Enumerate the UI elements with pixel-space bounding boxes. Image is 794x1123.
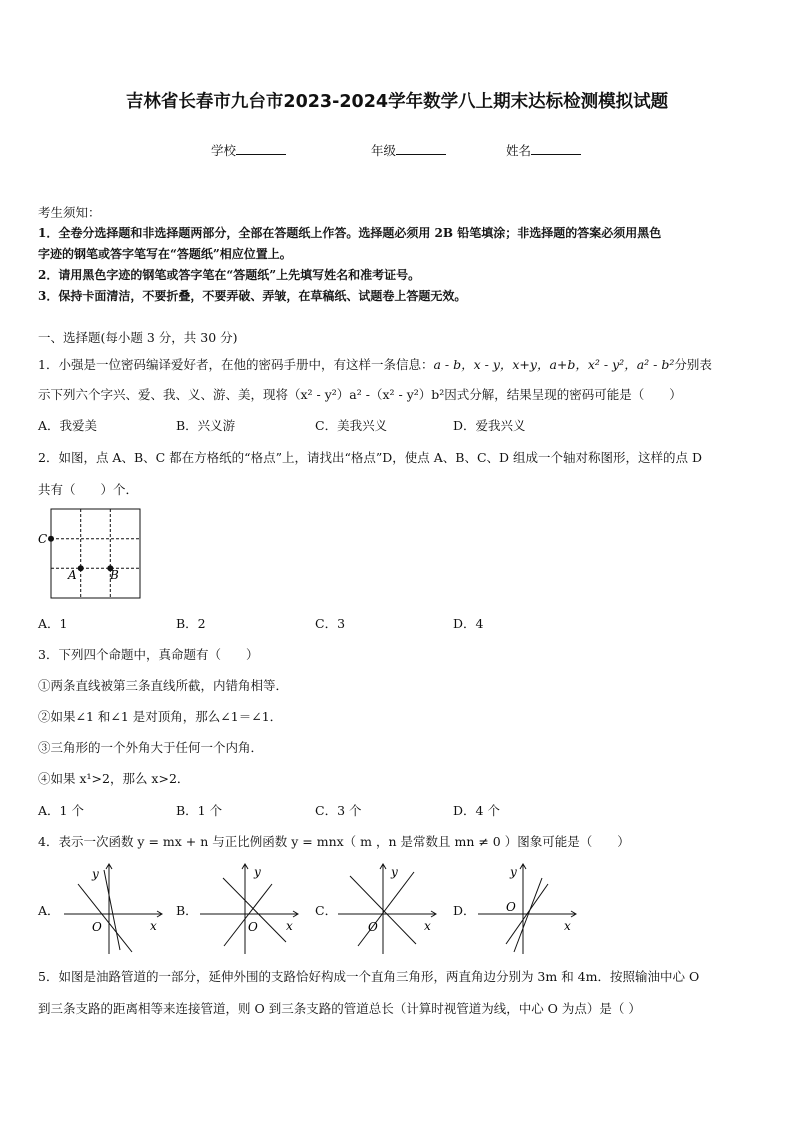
school-blank[interactable]: [236, 142, 286, 155]
q4-option-c[interactable]: C．: [315, 903, 338, 918]
line-2: [224, 884, 272, 946]
grade-blank[interactable]: [396, 142, 446, 155]
label-b: B: [110, 568, 119, 582]
page-title: 吉林省长春市九台市2023-2024学年数学八上期末达标检测模拟试题: [125, 92, 669, 112]
q4-option-d[interactable]: D．: [453, 903, 476, 918]
q1-option-a[interactable]: A．我爱美: [38, 418, 98, 433]
section-heading: 一、选择题(每小题 3 分，共 30 分): [38, 330, 238, 345]
q2-option-d[interactable]: D．4: [453, 616, 484, 631]
q3-option-c[interactable]: C．3 个: [315, 803, 362, 818]
q2-option-c[interactable]: C．3: [315, 616, 346, 631]
q3-stem: 3．下列四个命题中，真命题有（ ）: [38, 647, 259, 662]
q3-statement: ③三角形的一个外角大于任何一个内角．: [38, 740, 264, 755]
q1-line2: 示下列六个字兴、爱、我、义、游、美，现将（x² - y²）a² -（x² - y²）b²因式分解，结果呈现的密码可能是（ ）: [38, 387, 682, 402]
q3-statement: ④如果 x¹>2，那么 x>2．: [38, 771, 190, 786]
line-2: [358, 872, 414, 946]
axis-label-y: y: [510, 865, 517, 879]
grade-field[interactable]: [371, 141, 446, 159]
axis-label-x: x: [564, 919, 571, 933]
q3-statement: ①两条直线被第三条直线所截，内错角相等．: [38, 678, 289, 693]
notice-heading: 考生须知：: [38, 205, 101, 220]
q5-line2: 到三条支路的距离相等来连接管道，则 O 到三条支路的管道总长（计算时视管道为线，中心 O 为点）是（ ）: [38, 1001, 641, 1016]
grid-lines: [51, 509, 140, 598]
line-2: [514, 878, 542, 952]
q4-graph-d: [476, 858, 578, 956]
q2-line1: 2．如图，点 A、B、C 都在方格纸的“格点”上，请找出“格点”D，使点 A、B、C、D 组成一个轴对称图形，这样的点 D: [38, 450, 703, 465]
q4-option-a[interactable]: A．: [38, 903, 60, 918]
q3-statement: ②如果∠1 和∠1 是对顶角，那么∠1＝∠1．: [38, 709, 283, 724]
axis-label-y: y: [92, 867, 99, 881]
q1-line1: [38, 355, 712, 373]
q2-line2: 共有（ ）个．: [38, 482, 139, 497]
origin-label: O: [92, 920, 102, 934]
notice-item: 字迹的钢笔或答字笔写在“答题纸”相应位置上。: [38, 247, 292, 261]
point-a: [78, 565, 84, 571]
q4-option-b[interactable]: B．: [176, 903, 198, 918]
q2-grid-figure: [36, 506, 146, 601]
name-blank[interactable]: [531, 142, 581, 155]
q3-option-d[interactable]: D．4 个: [453, 803, 500, 818]
name-label: 姓名: [506, 143, 532, 158]
q2-option-b[interactable]: B．2: [176, 616, 206, 631]
origin-label: O: [368, 920, 378, 934]
origin-label: O: [506, 900, 516, 914]
q1-expressions: a - b，x - y，x+y，a+b，x² - y²，a² - b²: [433, 357, 675, 372]
label-c: C: [38, 532, 48, 546]
line-2: [104, 870, 120, 950]
q3-option-b[interactable]: B．1 个: [176, 803, 223, 818]
grade-label: 年级: [371, 143, 397, 158]
q3-option-a[interactable]: A．1 个: [38, 803, 84, 818]
q5-line1: 5．如图是油路管道的一部分，延伸外围的支路恰好构成一个直角三角形，两直角边分别为 3m 和 4m．按照输油中心 O: [38, 969, 700, 984]
q1-stem-a: 1．小强是一位密码编译爱好者，在他的密码手册中，有这样一条信息：: [38, 357, 434, 372]
q1-stem-c: 分别表: [674, 357, 712, 372]
q4-graph-a: [62, 858, 164, 956]
school-field[interactable]: [211, 141, 286, 159]
notice-item: 1．全卷分选择题和非选择题两部分，全部在答题纸上作答。选择题必须用 2B 铅笔填涂；非选择题的答案必须用黑色: [38, 226, 662, 240]
axis-label-x: x: [150, 919, 157, 933]
origin-label: O: [248, 920, 258, 934]
q4-graph-c: [336, 858, 438, 956]
label-a: A: [68, 568, 77, 582]
axis-label-x: x: [286, 919, 293, 933]
q1-option-c[interactable]: C．美我兴义: [315, 418, 388, 433]
axis-label-y: y: [391, 865, 398, 879]
notice-item: 3．保持卡面清洁，不要折叠，不要弄破、弄皱，在草稿纸、试题卷上答题无效。: [38, 289, 467, 303]
notice-item: 2．请用黑色字迹的钢笔或答字笔在“答题纸”上先填写姓名和准考证号。: [38, 268, 421, 282]
school-label: 学校: [211, 143, 237, 158]
q4-graph-b: [198, 858, 300, 956]
line-1: [78, 884, 132, 952]
grid-border: [51, 509, 140, 598]
axis-label-x: x: [424, 919, 431, 933]
q2-option-a[interactable]: A．1: [38, 616, 68, 631]
q4-stem: 4．表示一次函数 y = mx + n 与正比例函数 y = mnx（ m ，n 是常数且 mn ≠ 0 ）图象可能是（ ）: [38, 834, 630, 849]
point-c: [48, 536, 54, 542]
name-field[interactable]: [506, 141, 581, 159]
q1-option-d[interactable]: D．爱我兴义: [453, 418, 526, 433]
q1-option-b[interactable]: B．兴义游: [176, 418, 236, 433]
axis-label-y: y: [254, 865, 261, 879]
